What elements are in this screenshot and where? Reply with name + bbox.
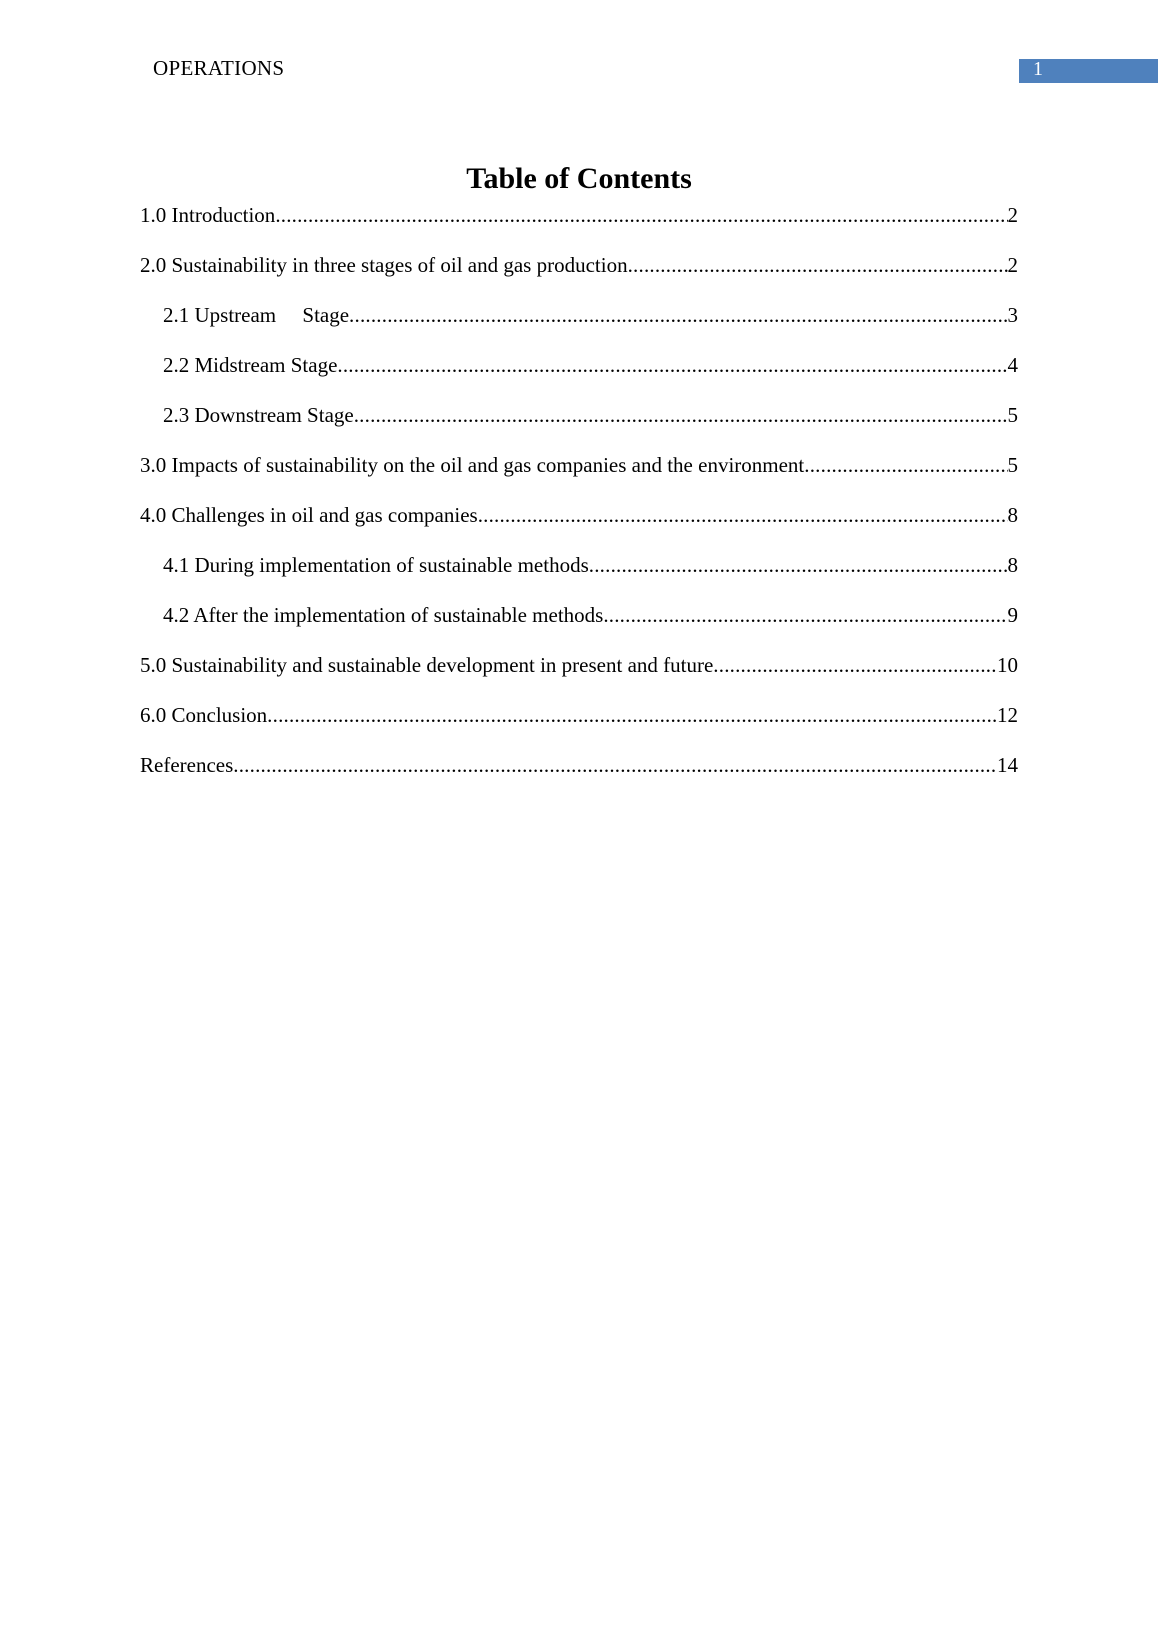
toc-dot-leader [603,600,1007,630]
toc-entry-page: 2 [1007,203,1018,227]
page-number-badge [1019,59,1158,83]
toc-entry-references[interactable] [140,750,1018,800]
toc-dot-leader [275,200,1007,230]
toc-dot-leader [337,350,1007,380]
running-header-title: OPERATIONS [153,56,285,80]
toc-entry-introduction[interactable] [140,200,1018,250]
toc-heading: Table of Contents [466,162,692,195]
toc-entry-page: 8 [1007,553,1018,577]
toc-entry-challenges[interactable] [140,500,1018,550]
toc-dot-leader [354,400,1008,430]
toc-entry-conclusion[interactable] [140,700,1018,750]
toc-entry-page: 2 [1007,253,1018,277]
toc-entry-label: 4.1 During implementation of sustainable methods [163,553,589,577]
toc-entry-impacts[interactable] [140,450,1018,500]
toc-entry-downstream[interactable] [140,400,1018,450]
toc-dot-leader [589,550,1008,580]
toc-entry-label: 4.2 After the implementation of sustainable methods [163,603,604,627]
toc-entry-sustainable-development[interactable] [140,650,1018,700]
toc-entry-page: 8 [1007,503,1018,527]
toc-entry-page: 10 [997,653,1018,677]
toc-dot-leader [267,700,997,730]
toc-entry-label: 2.2 Midstream Stage [163,353,338,377]
toc-entry-label: 4.0 Challenges in oil and gas companies [140,503,478,527]
toc-entry-after-implementation[interactable] [140,600,1018,650]
toc-entry-label: 5.0 Sustainability and sustainable development in present and future [140,653,714,677]
toc-entry-during-implementation[interactable] [140,550,1018,600]
toc-entry-page: 12 [997,703,1018,727]
toc-entry-page: 5 [1007,403,1018,427]
toc-entry-label: 2.3 Downstream Stage [163,403,354,427]
table-of-contents [140,200,1018,800]
toc-entry-label: 6.0 Conclusion [140,703,268,727]
toc-entry-midstream[interactable] [140,350,1018,400]
toc-entry-sustainability-stages[interactable] [140,250,1018,300]
toc-entry-label: 3.0 Impacts of sustainability on the oil and gas companies and the environment [140,453,805,477]
toc-dot-leader [804,450,1007,480]
toc-dot-leader [713,650,997,680]
toc-entry-label: References [140,753,234,777]
toc-entry-page: 9 [1007,603,1018,627]
page-number: 1 [1033,58,1043,80]
toc-entry-page: 4 [1007,353,1018,377]
toc-entry-page: 14 [997,753,1018,777]
toc-entry-page: 3 [1007,303,1018,327]
toc-entry-upstream[interactable] [140,300,1018,350]
toc-entry-label: 2.0 Sustainability in three stages of oil and gas production [140,253,628,277]
toc-dot-leader [349,300,1007,330]
toc-dot-leader [628,250,1008,280]
toc-entry-label: 2.1 Upstream Stage [163,303,350,327]
toc-dot-leader [478,500,1008,530]
toc-entry-label: 1.0 Introduction [140,203,276,227]
toc-dot-leader [233,750,997,780]
toc-entry-page: 5 [1007,453,1018,477]
